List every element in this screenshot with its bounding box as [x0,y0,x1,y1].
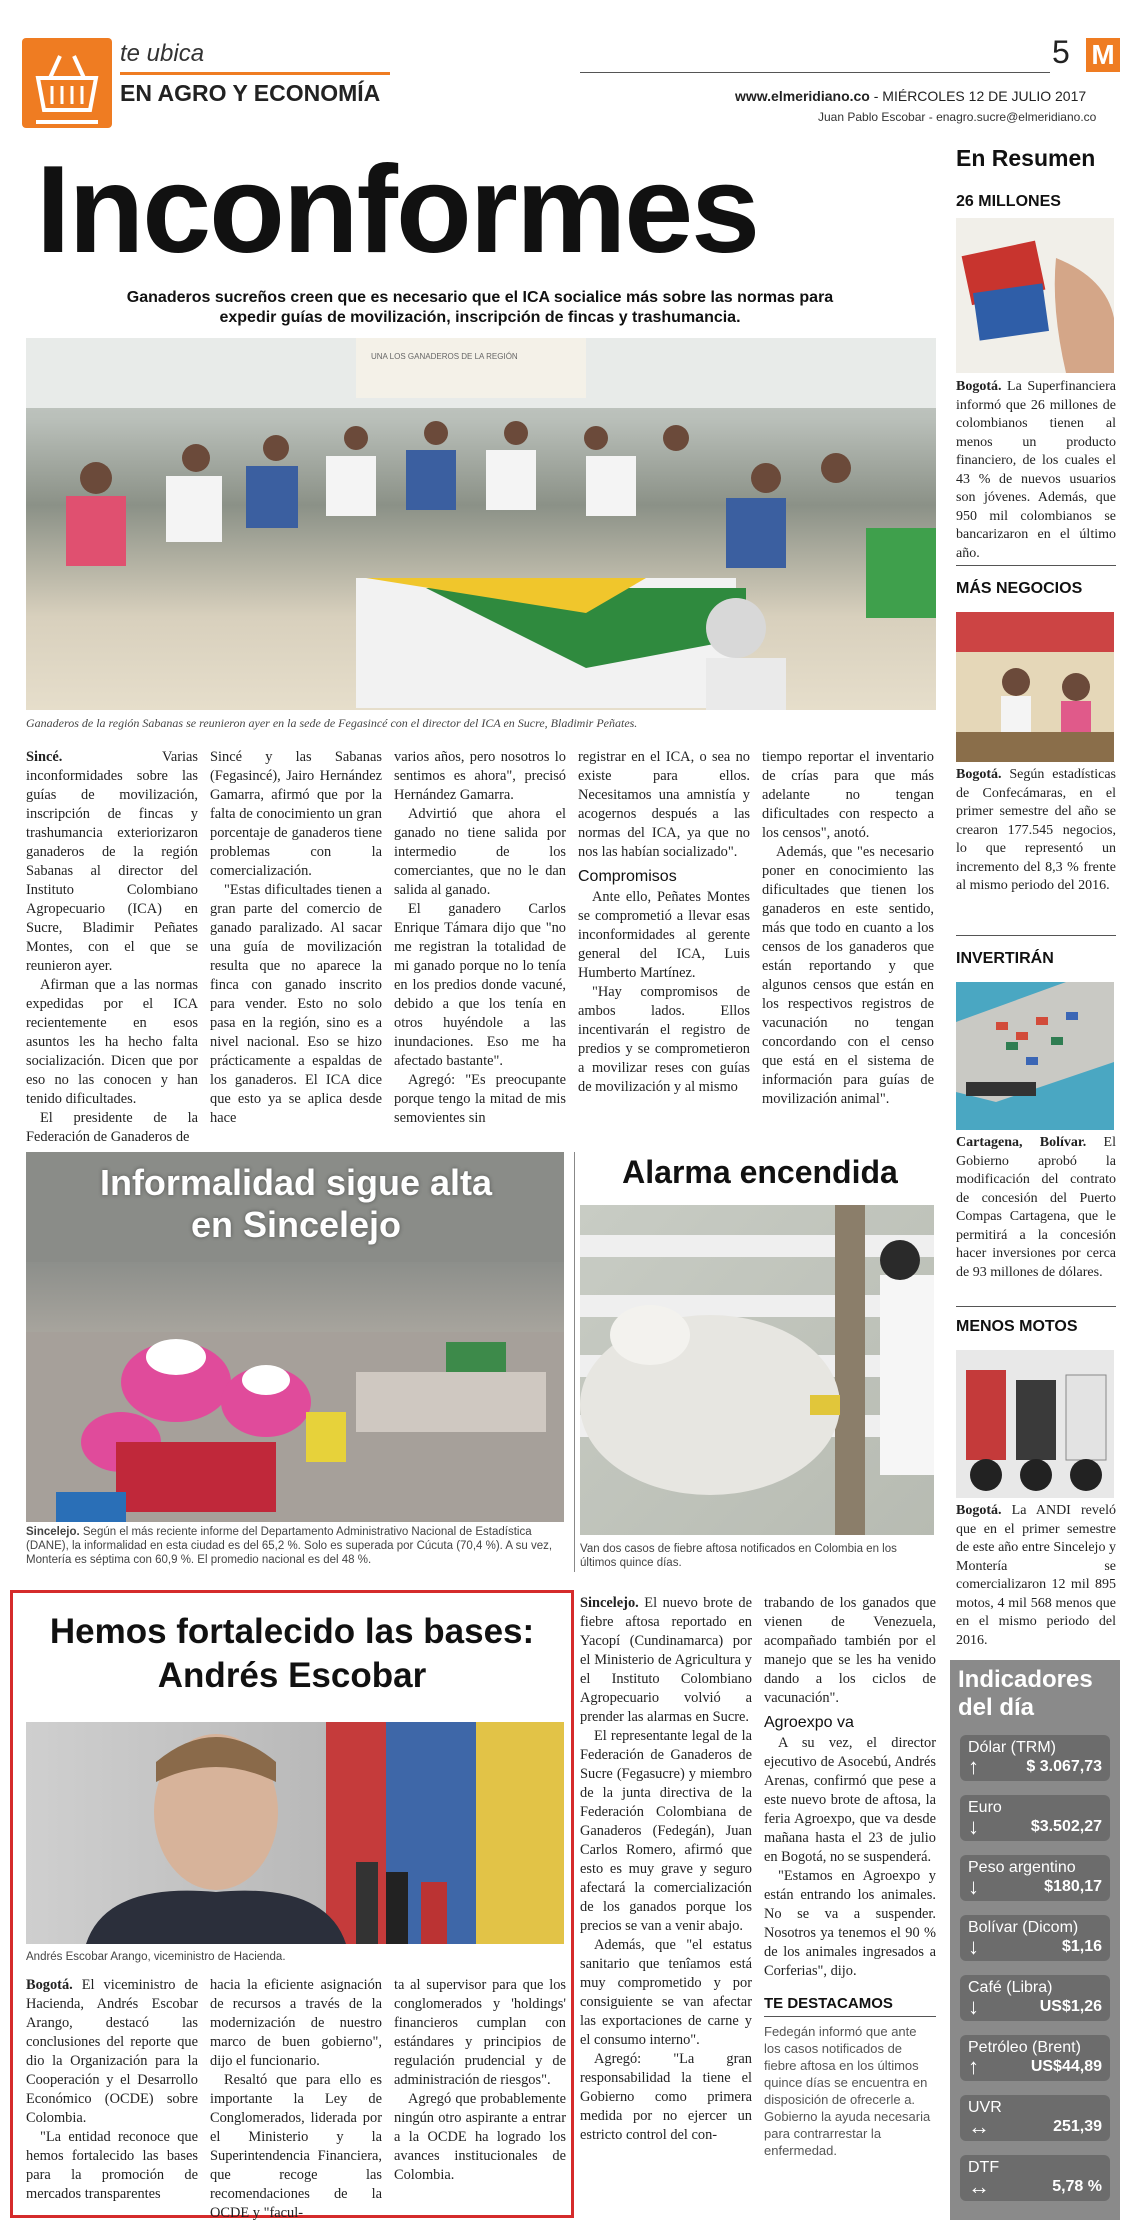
escobar-col-2: hacia la eficiente asignación de recursos a través de la modernización de nuestro marco de buen gobierno", dijo el funcionario. Resaltó que para ello es importante la Ley de Conglomerados, liderada por el Ministerio y la Superintendencia Financiera, que recoge las recomendaciones de la OCDE y "facul- [210,1977,382,2221]
arrow-down-icon: ↓ [968,1994,979,2019]
sidebar-heading-2: MÁS NEGOCIOS [956,580,1083,597]
arrow-down-icon: ↓ [968,1874,979,1899]
escobar-photo [26,1722,564,1944]
card-photo [956,218,1114,373]
sidebar-rule-2 [956,935,1116,936]
informalidad-lead: Sincelejo. [26,1526,80,1538]
port-photo [956,982,1114,1130]
dateline-lead: Sincé. [26,749,63,765]
arrow-both-icon: ↔ [968,2174,990,2199]
indicator-trm: Dólar (TRM) ↑ $ 3.067,73 [960,1735,1110,1781]
arrow-down-icon: ↓ [968,1934,979,1959]
basket-icon [22,38,112,128]
informalidad-caption: Sincelejo. Según el más reciente informe del Departamento Administrativo Nacional de Estadística (DANE), la informalidad en esta ciudad es del 65,2 %. Solo es superada por Cúcuta (70,4 %). A su vez, Montería es séptima con 60,9 %. El promedio nacional es del 48 %. [26,1526,553,1566]
sidebar-heading-3: INVERTIRÁN [956,950,1054,967]
alarma-photo [580,1205,934,1535]
escobar-caption: Andrés Escobar Arango, viceministro de Hacienda. [26,1951,286,1963]
escobar-col-3: ta al supervisor para que los conglomerados y 'holdings' financieros cumplan con estándares y principios de regulación prudencial y de administración de riesgos". Agregó que probablemente ningún otro aspirante a entrar a la OCDE ha logrado los avances institucionales de Colombia. [394,1977,566,2183]
sidebar-heading-4: MENOS MOTOS [956,1318,1078,1335]
indicator-bolivar: Bolívar (Dicom) ↓ $1,16 [960,1915,1110,1961]
sidebar-heading-1: 26 MILLONES [956,193,1061,210]
website[interactable]: www.elmeridiano.co [735,88,870,104]
destacamos-text: Fedegán informó que ante los casos notificados de fiebre aftosa en los últimos quince días se encuentra en disposición de ofrecerle a. Gobierno la ayuda necesaria para contrarrestar la enfermedad. [764,2024,931,2158]
section-logo [22,38,112,128]
indicator-euro: Euro ↓ $3.502,27 [960,1795,1110,1841]
sidebar-text-3: Cartagena, Bolívar. El Gobierno aprobó la modificación del contrato de concesión del Puerto Compas Cartagena, que le permitirá a la concesión hacer inversiones por cerca de 93 millones de dólares. [956,1135,1116,1280]
alarma-divider [574,1152,575,1572]
sidebar-title: En Resumen [956,145,1096,171]
escobar-title: Hemos fortalecido las bases: Andrés Escobar [49,1612,535,1695]
informalidad-title: Informalidad sigue alta en Sincelejo [99,1162,493,1245]
shop-photo [956,612,1114,762]
subhead: Ganaderos sucreños creen que es necesario que el ICA socialice más sobre las normas para expedir guías de movilización, inscripción de fincas y trashumancia. [126,289,834,326]
headline: Inconformes [36,141,759,279]
informalidad-photo [26,1152,564,1522]
subheading-agroexpo: Agroexpo va [764,1714,854,1731]
main-col-5: tiempo reportar el inventario de crías para que más adelante no tengan dificultades con respecto a los censos", anotó. Además, que "es necesario poner en conocimiento las dificultades que tienen los ganaderos en este sentido, más que todo en cuanto a los censos de los ganaderos que están reportando y que algunos censos que están en los respectivos registros de vacunación no tengan concordando con el censo que está en el sistema de información para guías de movilización animal". [762,749,934,1107]
sidebar-rule-3 [956,1306,1116,1307]
sidebar-text-1: Bogotá. La Superfinanciera informó que 26 millones de colombianos tienen al menos un producto financiero, de los cuales el 43 % de nuevos usuarios son jóvenes. Además, que 950 mil colombianos se bancarizaron en el último año. [956,379,1116,561]
sidebar-text-4: Bogotá. La ANDI reveló que en el primer semestre de este año entre Sincelejo y Montería se comercializaron 12 mil 895 motos, 4 mil 568 menos que en el mismo periodo del 2016. [956,1503,1116,1648]
destacamos-title: TE DESTACAMOS [764,1995,893,2012]
alarma-col-1: Sincelejo. El nuevo brote de fiebre aftosa reportado en Yacopí (Cundinamarca) por el Ministerio de Agricultura y el Instituto Colombiano Agropecuario volvió a prender las alarmas en Sucre. El representante legal de la Federación de Ganaderos de Sucre (Fegasucre) y miembro de la junta directiva de la Federación Colombiana de Ganaderos (Fedegán), Juan Carlos Romero, afirmó que esto es muy grave y seguro afectará la comercialización de los ganados porque los precios se van a venir abajo. Además, que "el estatus sanitario que tenîamos está muy comprometido y por consiguiente se van afectar las exportaciones de carne y el consumo interno". Agregó: "La gran responsabilidad la tiene el Gobierno como primera medida por no ejercer un estricto control del con- [580,1595,752,2143]
section-rule [120,72,390,75]
main-col-3: varios años, pero nosotros lo sentimos es ahora", precisó Hernández Gamarra. Advirtió que ahora el ganado no tiene salida por intermedio de los comerciantes, que no le dan salida al ganado. El ganadero Carlos Enrique Támara dijo que "no me registran la totalidad de mi ganado porque no lo tenía en los predios donde vacuné, debido a que los tenía en otros huyéndole a las inundaciones. Eso me ha afectado bastante". Agregó: "Es preocupante porque tengo la mitad de mis semovientes sin [394,749,566,1126]
main-col-2: Sincé y las Sabanas (Fegasincé), Jairo Hernández Gamarra, afirmó que por la falta de conocimiento un gran porcentaje de ganaderos tiene problemas con la comercialización. "Estas dificultades tienen a gran parte del comercio de ganado paralizado. Al sacar una guía de movilización resulta que no aparece la finca con ganado inscrito para vender. Esto no solo pasa en la región, sino es a nivel nacional. Eso se hizo prácticamente a espaldas de los ganaderos. El ICA dice que esto ya se aplica desde hace [210,749,382,1126]
main-col-1: Sincé. Varias inconformidades sobre las guías de movilización, inscripción de fincas y trashumancia exteriorizaron ganaderos de la región Sabanas al director del Instituto Colombiano Agropecuario (ICA) en Sucre, Bladimir Peñates Montes, con el que se reunieron ayer. Afirman que a las normas expedidas por el ICA recientemente en esos asuntos les ha hecho falta socialización. Dicen que por eso no las conocen y han tenido dificultades. El presidente de la Federación de Ganaderos de [26,749,198,1145]
escobar-col-1: Bogotá. El viceministro de Hacienda, Andrés Escobar Arango, destacó las conclusiones del reporte que dio la Organización para la Cooperación y el Desarrollo Económico (OCDE) sobre Colombia. "La entidad reconoce que hemos fortalecido las bases para la promoción de mercados transparentes [26,1977,198,2202]
sidebar-rule-1 [956,565,1116,566]
section-small: te ubica [120,40,205,67]
page-number: 5 [1052,34,1070,70]
motos-photo [956,1350,1114,1498]
alarma-title: Alarma encendida [622,1154,898,1190]
indicator-uvr: UVR ↔ 251,39 [960,2095,1110,2141]
arrow-up-icon: ↑ [968,1754,979,1779]
arrow-down-icon: ↓ [968,1814,979,1839]
banner-text: UNA LOS GANADEROS DE LA REGIÓN [371,352,518,361]
header-rule [580,72,1050,73]
indicator-peso-argentino: Peso argentino ↓ $180,17 [960,1855,1110,1901]
arrow-both-icon: ↔ [968,2114,990,2139]
indicator-cafe: Café (Libra) ↓ US$1,26 [960,1975,1110,2021]
main-col-4: registrar en el ICA, o sea no existe para ellos. Necesitamos una amnistía y acogernos después a las normas del ICA, ya que no nos las habían socializado". Compromisos Ante ello, Peñates Montes se comprometió a llevar esas inconformidades al gerente general del ICA, Luis Humberto Martínez. "Hay compromisos de ambos lados. Ellos incentivarán el registro de predios y se comprometieron a movilizar reses con guías de movilización y al mismo [578,749,750,1095]
logo-m: M [1086,38,1120,72]
indicator-petroleo: Petróleo (Brent) ↑ US$44,89 [960,2035,1110,2081]
photo-caption: Ganaderos de la región Sabanas se reunieron ayer en la sede de Fegasincé con el director del ICA en Sucre, Bladimir Peñates. [26,716,638,730]
date: - MIÉRCOLES 12 DE JULIO 2017 [873,88,1087,104]
byline: Juan Pablo Escobar - enagro.sucre@elmeridiano.co [818,110,1097,124]
indicator-dtf: DTF ↔ 5,78 % [960,2155,1110,2201]
sidebar-text-2: Bogotá. Según estadísticas de Confecámaras, en el primer semestre del año se crearon 177.545 negocios, lo que representó un incremento del 8,3 % frente al mismo periodo del 2016. [956,767,1116,893]
dateline [735,88,1086,104]
meeting-photo [26,338,936,710]
section-big: EN AGRO Y ECONOMÍA [120,80,381,106]
destacamos-rule [764,2016,936,2017]
subheading-compromisos: Compromisos [578,868,677,885]
alarma-col-2: trabando de los ganados que vienen de Venezuela, acompañado también por el manejo que se les ha venido dando a los ciclos de vacunación". Agroexpo va A su vez, el director ejecutivo de Asocebú, Andrés Arenas, confirmó que pese a este nuevo brote de aftosa, la feria Agroexpo, que va desde mañana hasta el 23 de julio en Bogotá, no se suspenderá. "Estamos en Agroexpo y están entrando los animales. No se va a suspender. Nosotros ya tenemos el 90 % de los animales ingresados a Corferias", dijo. TE DESTACAMOS Fedegán informó que ante los casos notificados de fiebre aftosa en los últimos quince días se encuentra en disposición de ofrecerle a. Gobierno la ayuda necesaria para contrarrestar la enfermedad. [764,1595,936,2158]
indicators-title: Indicadores del día [958,1666,1093,1721]
arrow-up-icon: ↑ [968,2054,979,2079]
alarma-caption: Van dos casos de fiebre aftosa notificados en Colombia en los últimos quince días. [580,1543,897,1569]
